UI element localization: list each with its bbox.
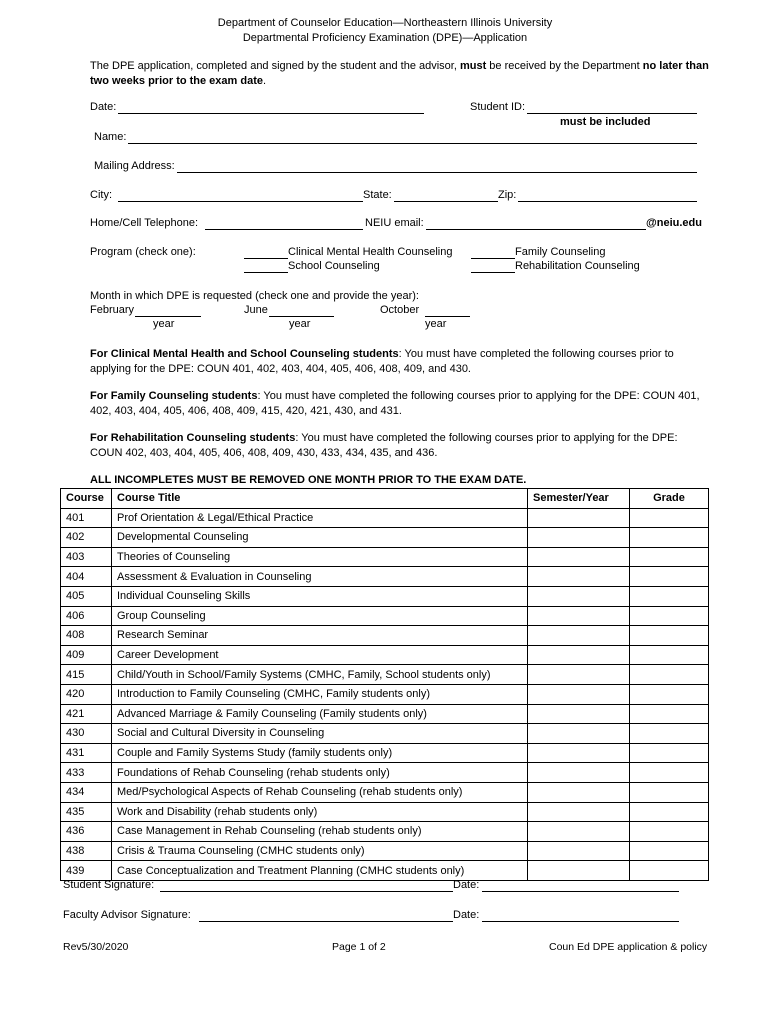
- month-june-checkline[interactable]: [269, 316, 334, 317]
- grade-cell[interactable]: [630, 743, 709, 763]
- student-id-label: Student ID:: [470, 101, 526, 113]
- semester-year-cell[interactable]: [528, 626, 630, 646]
- student-signature-field[interactable]: [160, 891, 453, 892]
- table-row: [61, 665, 709, 685]
- course-title: Individual Counseling Skills: [112, 586, 528, 606]
- mailing-address-field[interactable]: [177, 172, 697, 173]
- must-be-included-note: must be included: [560, 116, 651, 128]
- student-signature-label: Student Signature:: [63, 879, 155, 891]
- october-year-label: year: [425, 318, 447, 330]
- semester-year-cell[interactable]: [528, 724, 630, 744]
- course-title: Introduction to Family Counseling (CMHC, Family students only): [112, 684, 528, 704]
- header-title-line1: Department of Counselor Education—Northeastern Illinois University: [217, 17, 553, 29]
- program-option-school: School Counseling: [288, 260, 380, 272]
- course-number: 438: [61, 841, 112, 861]
- course-title: Theories of Counseling: [112, 547, 528, 567]
- course-number: 401: [61, 508, 112, 528]
- grade-cell[interactable]: [630, 606, 709, 626]
- student-signature-date-label: Date:: [453, 879, 480, 891]
- month-prompt: Month in which DPE is requested (check one and provide the year):: [90, 290, 419, 302]
- grade-cell[interactable]: [630, 763, 709, 783]
- course-number: 434: [61, 782, 112, 802]
- grade-cell[interactable]: [630, 645, 709, 665]
- semester-year-cell[interactable]: [528, 567, 630, 587]
- header-course: Course: [61, 489, 112, 509]
- student-signature-date-field[interactable]: [482, 891, 679, 892]
- course-number: 415: [61, 665, 112, 685]
- semester-year-cell[interactable]: [528, 508, 630, 528]
- grade-cell[interactable]: [630, 508, 709, 528]
- table-row: [61, 567, 709, 587]
- name-field[interactable]: [128, 143, 697, 144]
- course-number: 405: [61, 586, 112, 606]
- advisor-signature-date-field[interactable]: [482, 921, 679, 922]
- grade-cell[interactable]: [630, 665, 709, 685]
- table-row: [61, 626, 709, 646]
- grade-cell[interactable]: [630, 586, 709, 606]
- table-row: [61, 547, 709, 567]
- course-title: Group Counseling: [112, 606, 528, 626]
- table-row: [61, 763, 709, 783]
- semester-year-cell[interactable]: [528, 861, 630, 881]
- table-row: [61, 586, 709, 606]
- course-number: 431: [61, 743, 112, 763]
- grade-cell[interactable]: [630, 704, 709, 724]
- requirement-family: For Family Counseling students: You must have completed the following courses prior to applying for the DPE: COUN 401, 402, 403, 404, 405, 406, 408, 409, 415, 420, 421, 430, and 431.: [90, 390, 700, 417]
- program-checkline-rehab[interactable]: [471, 272, 515, 273]
- advisor-signature-label: Faculty Advisor Signature:: [63, 909, 191, 921]
- advisor-signature-date-label: Date:: [453, 909, 480, 921]
- semester-year-cell[interactable]: [528, 822, 630, 842]
- month-october-checkline[interactable]: [425, 316, 470, 317]
- course-title: Assessment & Evaluation in Counseling: [112, 567, 528, 587]
- course-title: Crisis & Trauma Counseling (CMHC students only): [112, 841, 528, 861]
- course-number: 406: [61, 606, 112, 626]
- intro-paragraph: The DPE application, completed and signed by the student and the advisor, must be received by the Department no later than two weeks prior to the exam date.: [90, 60, 709, 87]
- telephone-label: Home/Cell Telephone:: [90, 217, 199, 229]
- semester-year-cell[interactable]: [528, 841, 630, 861]
- semester-year-cell[interactable]: [528, 704, 630, 724]
- course-number: 404: [61, 567, 112, 587]
- grade-cell[interactable]: [630, 841, 709, 861]
- course-number: 435: [61, 802, 112, 822]
- footer-page-number: Page 1 of 2: [332, 941, 386, 953]
- course-table: [60, 488, 709, 881]
- course-number: 408: [61, 626, 112, 646]
- course-title: Case Conceptualization and Treatment Planning (CMHC students only): [112, 861, 528, 881]
- month-february-label: February: [90, 304, 135, 316]
- header-course-title: Course Title: [112, 489, 528, 509]
- program-checkline-school[interactable]: [244, 272, 288, 273]
- state-label: State:: [363, 189, 392, 201]
- course-title: Couple and Family Systems Study (family students only): [112, 743, 528, 763]
- semester-year-cell[interactable]: [528, 547, 630, 567]
- date-field[interactable]: [118, 113, 424, 114]
- grade-cell[interactable]: [630, 528, 709, 548]
- table-row: [61, 528, 709, 548]
- course-number: 421: [61, 704, 112, 724]
- june-year-label: year: [289, 318, 311, 330]
- grade-cell[interactable]: [630, 684, 709, 704]
- month-october-label: October: [380, 304, 420, 316]
- state-field[interactable]: [394, 201, 498, 202]
- course-number: 402: [61, 528, 112, 548]
- header-grade: Grade: [630, 489, 709, 509]
- course-title: Research Seminar: [112, 626, 528, 646]
- email-domain: @neiu.edu: [646, 217, 702, 229]
- semester-year-cell[interactable]: [528, 743, 630, 763]
- february-year-label: year: [153, 318, 175, 330]
- course-number: 409: [61, 645, 112, 665]
- city-label: City:: [90, 189, 112, 201]
- program-option-family: Family Counseling: [515, 246, 606, 258]
- grade-cell[interactable]: [630, 547, 709, 567]
- course-title: Social and Cultural Diversity in Counseling: [112, 724, 528, 744]
- course-title: Developmental Counseling: [112, 528, 528, 548]
- program-option-cmhc: Clinical Mental Health Counseling: [288, 246, 453, 258]
- table-row: [61, 508, 709, 528]
- grade-cell[interactable]: [630, 802, 709, 822]
- course-title: Med/Psychological Aspects of Rehab Counseling (rehab students only): [112, 782, 528, 802]
- program-checkline-family[interactable]: [471, 258, 515, 259]
- table-row: [61, 802, 709, 822]
- student-id-field[interactable]: [527, 113, 697, 114]
- program-label: Program (check one):: [90, 246, 196, 258]
- semester-year-cell[interactable]: [528, 665, 630, 685]
- month-february-checkline[interactable]: [135, 316, 201, 317]
- mailing-address-label: Mailing Address:: [94, 160, 175, 172]
- course-number: 433: [61, 763, 112, 783]
- requirement-cmhc-school: For Clinical Mental Health and School Counseling students: You must have completed the following courses prior to applying for the DPE: COUN 401, 402, 403, 404, 405, 406, 408, 409, and 430.: [90, 348, 674, 375]
- footer-revision: Rev5/30/2020: [63, 941, 129, 953]
- neiu-email-label: NEIU email:: [365, 217, 424, 229]
- month-june-label: June: [244, 304, 268, 316]
- program-checkline-cmhc[interactable]: [244, 258, 288, 259]
- semester-year-cell[interactable]: [528, 684, 630, 704]
- requirement-rehab: For Rehabilitation Counseling students: You must have completed the following courses prior to applying for the DPE: COUN 402, 403, 404, 405, 406, 408, 409, 430, 433, 434, 435, and 436.: [90, 432, 678, 459]
- name-label: Name:: [94, 131, 127, 143]
- course-number: 403: [61, 547, 112, 567]
- advisor-signature-field[interactable]: [199, 921, 453, 922]
- header-semester-year: Semester/Year: [528, 489, 630, 509]
- course-number: 436: [61, 822, 112, 842]
- footer-document-name: Coun Ed DPE application & policy: [549, 941, 708, 953]
- course-title: Prof Orientation & Legal/Ethical Practice: [112, 508, 528, 528]
- semester-year-cell[interactable]: [528, 763, 630, 783]
- grade-cell[interactable]: [630, 822, 709, 842]
- city-field[interactable]: [118, 201, 363, 202]
- table-row: [61, 822, 709, 842]
- table-row: [61, 645, 709, 665]
- incompletes-notice: ALL INCOMPLETES MUST BE REMOVED ONE MONTH PRIOR TO THE EXAM DATE.: [90, 474, 527, 486]
- semester-year-cell[interactable]: [528, 782, 630, 802]
- course-title: Child/Youth in School/Family Systems (CMHC, Family, School students only): [112, 665, 528, 685]
- table-row: [61, 782, 709, 802]
- table-row: [61, 724, 709, 744]
- grade-cell[interactable]: [630, 626, 709, 646]
- course-number: 430: [61, 724, 112, 744]
- course-title: Work and Disability (rehab students only): [112, 802, 528, 822]
- header-title-line2: Departmental Proficiency Examination (DPE)—Application: [242, 32, 528, 44]
- neiu-email-field[interactable]: [426, 229, 646, 230]
- program-option-rehab: Rehabilitation Counseling: [515, 260, 640, 272]
- course-title: Advanced Marriage & Family Counseling (Family students only): [112, 704, 528, 724]
- table-row: [61, 743, 709, 763]
- date-label: Date:: [90, 101, 117, 113]
- table-row: [61, 606, 709, 626]
- grade-cell[interactable]: [630, 724, 709, 744]
- grade-cell[interactable]: [630, 567, 709, 587]
- telephone-field[interactable]: [205, 229, 363, 230]
- zip-label: Zip:: [498, 189, 517, 201]
- course-number: 439: [61, 861, 112, 881]
- course-number: 420: [61, 684, 112, 704]
- table-row: [61, 704, 709, 724]
- semester-year-cell[interactable]: [528, 645, 630, 665]
- course-title: Case Management in Rehab Counseling (rehab students only): [112, 822, 528, 842]
- grade-cell[interactable]: [630, 861, 709, 881]
- table-row: [61, 861, 709, 881]
- table-row: [61, 841, 709, 861]
- course-title: Foundations of Rehab Counseling (rehab students only): [112, 763, 528, 783]
- table-row: [61, 684, 709, 704]
- zip-field[interactable]: [518, 201, 697, 202]
- table-header-row: [61, 489, 709, 509]
- semester-year-cell[interactable]: [528, 528, 630, 548]
- semester-year-cell[interactable]: [528, 802, 630, 822]
- semester-year-cell[interactable]: [528, 586, 630, 606]
- course-title: Career Development: [112, 645, 528, 665]
- semester-year-cell[interactable]: [528, 606, 630, 626]
- grade-cell[interactable]: [630, 782, 709, 802]
